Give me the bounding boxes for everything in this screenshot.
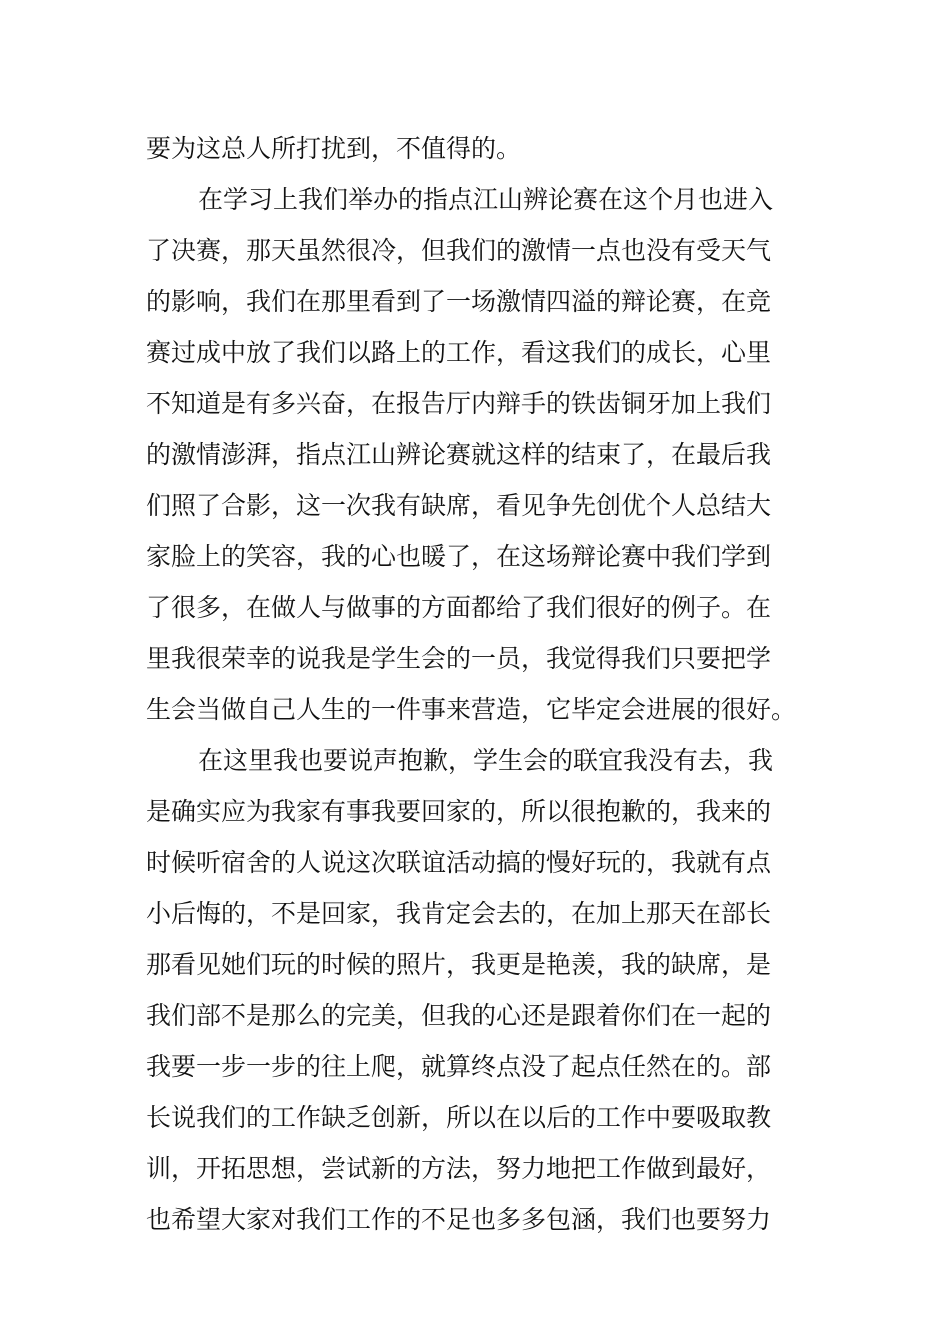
text-line: 训，开拓思想，尝试新的方法，努力地把工作做到最好，: [146, 1154, 772, 1183]
text-line: 生会当做自己人生的一件事来营造，它毕定会进展的很好。: [146, 695, 797, 724]
document-body: [146, 123, 811, 1245]
text-line: 也希望大家对我们工作的不足也多多包涵，我们也要努力: [146, 1205, 772, 1234]
text-line: 小后悔的，不是回家，我肯定会去的，在加上那天在部长: [146, 899, 772, 928]
text-line: 是确实应为我家有事我要回家的，所以很抱歉的，我来的: [146, 797, 772, 826]
text-line: 家脸上的笑容，我的心也暖了，在这场辩论赛中我们学到: [146, 542, 772, 571]
paragraph-start-line: 在这里我也要说声抱歉，学生会的联宜我没有去，我: [198, 746, 774, 775]
text-line: 不知道是有多兴奋，在报告厅内辩手的铁齿铜牙加上我们: [146, 389, 772, 418]
text-line: 那看见她们玩的时候的照片，我更是艳羡，我的缺席，是: [146, 950, 772, 979]
text-line: 们照了合影，这一次我有缺席，看见争先创优个人总结大: [146, 491, 772, 520]
text-line: 我要一步一步的往上爬，就算终点没了起点任然在的。部: [146, 1052, 772, 1081]
paragraph-start-line: 在学习上我们举办的指点江山辨论赛在这个月也进入: [198, 185, 774, 214]
text-line: 了决赛，那天虽然很冷，但我们的激情一点也没有受天气: [146, 236, 772, 265]
text-line: 的影响，我们在那里看到了一场激情四溢的辩论赛，在竞: [146, 287, 772, 316]
text-line: 赛过成中放了我们以路上的工作，看这我们的成长，心里: [146, 338, 772, 367]
text-line: 的激情澎湃，指点江山辨论赛就这样的结束了，在最后我: [146, 440, 772, 469]
text-line: 时候听宿舍的人说这次联谊活动搞的慢好玩的，我就有点: [146, 848, 772, 877]
text-line: 长说我们的工作缺乏创新，所以在以后的工作中要吸取教: [146, 1103, 772, 1132]
text-line: 要为这总人所打扰到，不值得的。: [146, 134, 522, 163]
text-line: 了很多，在做人与做事的方面都给了我们很好的例子。在: [146, 593, 772, 622]
text-line: 我们部不是那么的完美，但我的心还是跟着你们在一起的: [146, 1001, 772, 1030]
text-line: 里我很荣幸的说我是学生会的一员，我觉得我们只要把学: [146, 644, 772, 673]
